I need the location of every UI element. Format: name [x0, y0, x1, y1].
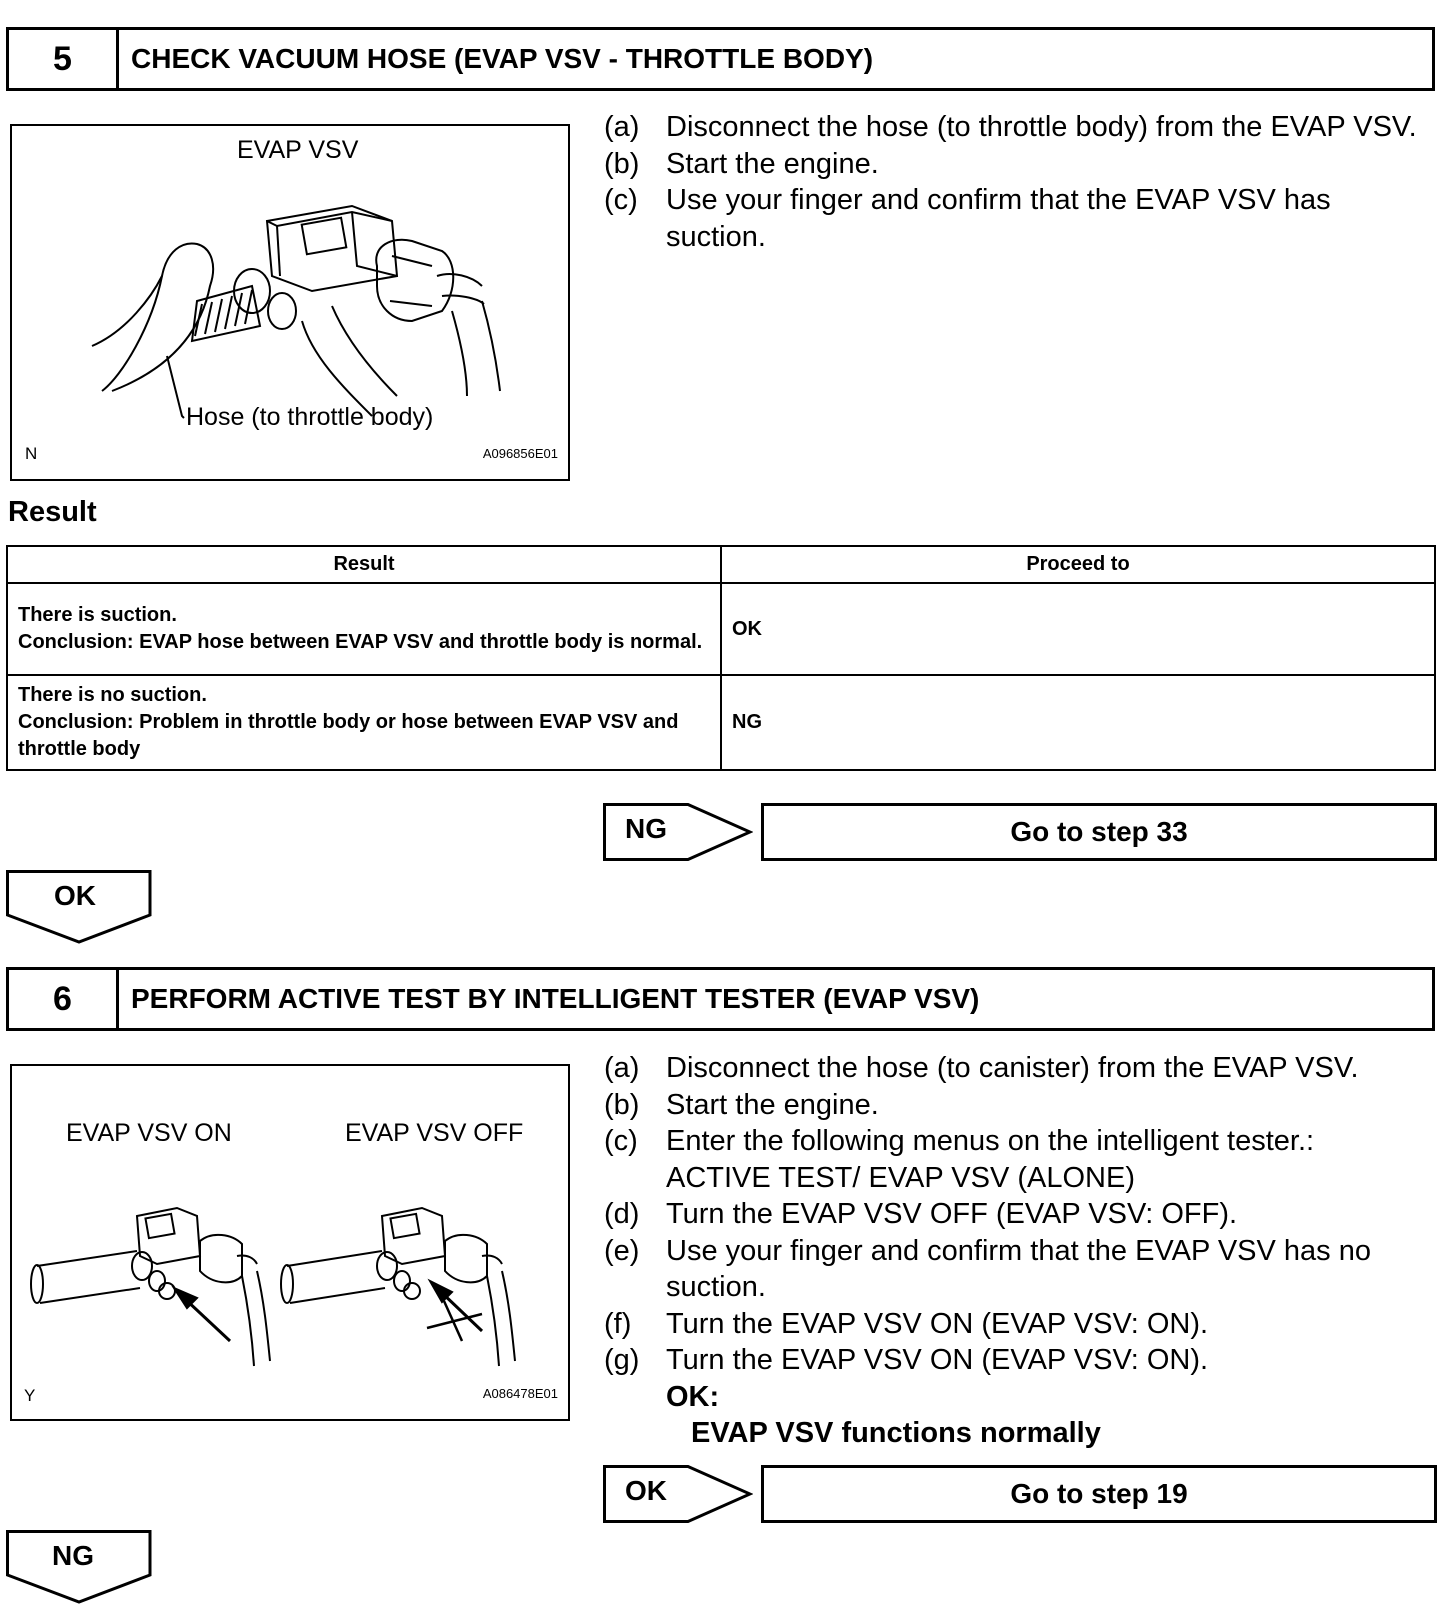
result-heading: Result: [8, 496, 97, 528]
ok-criteria: [604, 1379, 1434, 1416]
instruction-text: Disconnect the hose (to canister) from the EVAP VSV.: [666, 1052, 1359, 1084]
branch-tag-label: OK: [625, 1475, 667, 1506]
go-to-step-19-box[interactable]: Go to step 19: [761, 1465, 1437, 1523]
ok-down-tag[interactable]: [6, 870, 152, 949]
instruction-letter: (b): [604, 1088, 640, 1121]
proceed-cell: OK: [721, 583, 1435, 675]
instruction-item: [604, 1196, 1434, 1233]
instruction-item: [604, 1050, 1434, 1087]
result-line: There is suction.: [18, 604, 177, 626]
step-6-instructions: [604, 1050, 1434, 1452]
table-header-row: [7, 546, 1435, 583]
figure-label-evap-vsv: EVAP VSV: [237, 136, 359, 164]
figure-label-hose: Hose (to throttle body): [186, 403, 434, 431]
instruction-item: [604, 109, 1434, 146]
instruction-letter: (f): [604, 1307, 632, 1340]
instruction-text: Start the engine.: [666, 1088, 879, 1121]
result-cell: [7, 675, 721, 770]
column-header: Result: [7, 546, 721, 583]
evap-vsv-on-off-figure: [10, 1064, 570, 1421]
instruction-letter: (a): [604, 1052, 640, 1084]
instruction-letter: (a): [604, 111, 640, 143]
evap-vsv-figure: [10, 124, 570, 481]
conclusion-line: Conclusion: EVAP hose between EVAP VSV and throttle body is normal.: [18, 631, 703, 653]
figure-label-evap-vsv-off: EVAP VSV OFF: [345, 1119, 524, 1147]
figure-corner-mark: Y: [24, 1386, 36, 1405]
figure-code: A096856E01: [482, 446, 558, 461]
instruction-text: Use your finger and confirm that the EVAP VSV has suction.: [666, 184, 1331, 253]
step-5-header: [6, 27, 1435, 91]
instruction-letter: (e): [604, 1234, 640, 1267]
instruction-menu-path: ACTIVE TEST/ EVAP VSV (ALONE): [666, 1161, 1135, 1194]
instruction-text: Turn the EVAP VSV ON (EVAP VSV: ON).: [666, 1307, 1209, 1340]
instruction-letter: (c): [604, 184, 638, 216]
result-line: There is no suction.: [18, 684, 207, 706]
step-number: 6: [9, 970, 119, 1028]
ok-criteria-text-row: [604, 1415, 1434, 1452]
step-number: 5: [9, 30, 119, 88]
ng-down-tag[interactable]: [6, 1530, 152, 1609]
figure-code: A086478E01: [482, 1386, 558, 1401]
step-title: CHECK VACUUM HOSE (EVAP VSV - THROTTLE BODY): [131, 43, 874, 74]
table-row: [7, 583, 1435, 675]
ok-criteria-text: EVAP VSV functions normally: [691, 1417, 1101, 1449]
instruction-letter: (c): [604, 1125, 638, 1157]
step-6-header: [6, 967, 1435, 1031]
instruction-letter: (g): [604, 1344, 640, 1376]
instruction-item: [604, 1306, 1434, 1343]
proceed-cell: NG: [721, 675, 1435, 770]
figure-corner-mark: N: [25, 444, 38, 463]
instruction-item: [604, 1123, 1434, 1196]
instruction-item: [604, 1087, 1434, 1124]
instruction-text: Use your finger and confirm that the EVAP VSV has no suction.: [666, 1234, 1371, 1303]
instruction-item: [604, 1233, 1434, 1306]
instruction-text: Enter the following menus on the intelligent tester.:: [666, 1125, 1315, 1157]
instruction-item: [604, 1342, 1434, 1379]
instruction-item: [604, 182, 1434, 255]
ok-branch-tag[interactable]: [603, 1465, 753, 1528]
table-row: [7, 675, 1435, 770]
result-cell: [7, 583, 721, 675]
instruction-letter: (b): [604, 147, 640, 180]
step-5-instructions: [604, 109, 1434, 255]
column-header: Proceed to: [721, 546, 1435, 583]
ng-branch-tag[interactable]: [603, 803, 753, 866]
figure-label-evap-vsv-on: EVAP VSV ON: [66, 1119, 232, 1147]
instruction-text: Start the engine.: [666, 147, 879, 180]
instruction-text: Disconnect the hose (to throttle body) from the EVAP VSV.: [666, 111, 1417, 143]
instruction-text-block: [666, 1123, 1434, 1196]
ok-label: OK:: [666, 1380, 720, 1413]
instruction-text: Turn the EVAP VSV ON (EVAP VSV: ON).: [666, 1344, 1209, 1376]
instruction-item: [604, 146, 1434, 183]
evap-vsv-on-off-illustration: [12, 1066, 568, 1419]
instruction-letter: (d): [604, 1198, 640, 1230]
step-title: PERFORM ACTIVE TEST BY INTELLIGENT TESTER (EVAP VSV): [131, 983, 980, 1014]
conclusion-line: Conclusion: Problem in throttle body or hose between EVAP VSV and throttle body: [18, 711, 679, 760]
down-tag-label: NG: [52, 1540, 94, 1571]
go-to-step-33-box[interactable]: Go to step 33: [761, 803, 1437, 861]
down-tag-label: OK: [54, 880, 96, 911]
branch-tag-label: NG: [625, 813, 667, 844]
result-table: [6, 545, 1436, 771]
instruction-text: Turn the EVAP VSV OFF (EVAP VSV: OFF).: [666, 1198, 1238, 1230]
